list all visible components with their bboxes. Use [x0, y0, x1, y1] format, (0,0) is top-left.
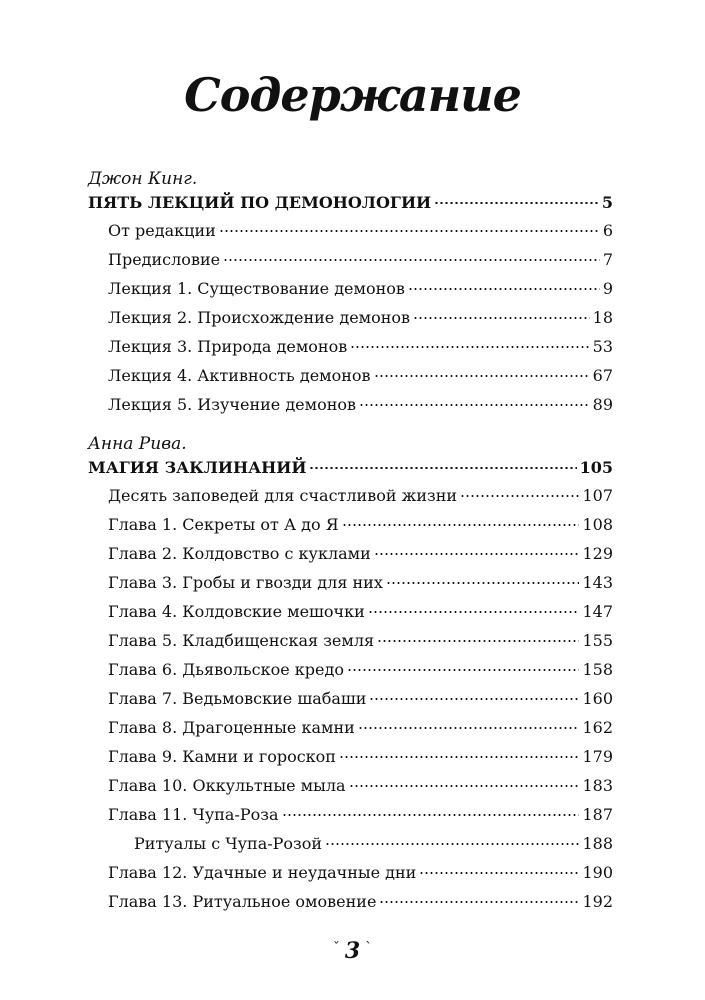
toc-page-number: 179	[582, 747, 613, 766]
folio-ornament-right: ˋ	[365, 940, 373, 956]
dot-leader	[347, 669, 580, 671]
dot-leader	[223, 259, 600, 261]
folio-ornament-left: ˇ	[332, 940, 340, 956]
toc-entry[interactable]	[108, 858, 613, 887]
dot-leader	[434, 202, 599, 204]
toc-entry[interactable]	[108, 390, 613, 419]
dot-leader	[374, 553, 580, 555]
toc-entry-title: Глава 8. Драгоценные камни	[108, 718, 355, 737]
toc-page-number: 9	[602, 279, 613, 298]
toc-page-number: 105	[579, 458, 613, 477]
toc-entry[interactable]	[108, 361, 613, 390]
toc-page-number: 192	[582, 892, 613, 911]
dot-leader	[350, 346, 589, 348]
toc-entries	[88, 216, 613, 419]
dot-leader	[413, 317, 590, 319]
dot-leader	[349, 785, 580, 787]
dot-leader	[374, 375, 590, 377]
dot-leader	[386, 582, 580, 584]
toc-page-number: 183	[582, 776, 613, 795]
toc-entry[interactable]	[108, 742, 613, 771]
toc-entry-title: Лекция 1. Существование демонов	[108, 279, 405, 298]
dot-leader	[219, 230, 600, 232]
toc-entry[interactable]	[108, 655, 613, 684]
toc-entry-title: Лекция 2. Происхождение демонов	[108, 308, 411, 327]
page-number-value: 3	[344, 938, 361, 964]
toc-page-number: 89	[592, 395, 613, 414]
toc-entry-title: Глава 13. Ритуальное омовение	[108, 892, 377, 911]
table-of-contents	[88, 168, 613, 916]
toc-section-title: ПЯТЬ ЛЕКЦИЙ ПО ДЕМОНОЛОГИИ	[88, 193, 432, 212]
toc-entry-title: Ритуалы с Чупа-Розой	[134, 834, 323, 853]
dot-leader	[369, 698, 579, 700]
toc-entry[interactable]	[108, 303, 613, 332]
author-name: Джон Кинг.	[88, 169, 198, 189]
toc-page-number: 107	[582, 486, 613, 505]
toc-entry[interactable]	[108, 216, 613, 245]
toc-entry-title: Глава 10. Оккультные мыла	[108, 776, 346, 795]
toc-entry[interactable]	[108, 332, 613, 361]
dot-leader	[379, 901, 579, 903]
toc-entry-title: Глава 2. Колдовство с куклами	[108, 544, 371, 563]
dot-leader	[419, 872, 579, 874]
toc-page-number: 143	[582, 573, 613, 592]
toc-entry-title: Глава 11. Чупа-Роза	[108, 805, 279, 824]
dot-leader	[377, 640, 579, 642]
dot-leader	[325, 843, 579, 845]
toc-page-number: 129	[582, 544, 613, 563]
dot-leader	[359, 404, 590, 406]
toc-page-number: 160	[582, 689, 613, 708]
toc-page-number: 187	[582, 805, 613, 824]
toc-entry-title: Глава 9. Камни и гороскоп	[108, 747, 336, 766]
toc-entry[interactable]	[134, 829, 613, 858]
toc-entry-title: Глава 5. Кладбищенская земля	[108, 631, 375, 650]
dot-leader	[358, 727, 580, 729]
author-name: Анна Рива.	[88, 434, 187, 454]
toc-entry-title: Лекция 4. Активность демонов	[108, 366, 371, 385]
toc-entry-title: От редакции	[108, 221, 216, 240]
page-title: Содержание	[184, 68, 521, 122]
toc-page-number: 162	[582, 718, 613, 737]
toc-entry[interactable]	[108, 771, 613, 800]
toc-entry-title: Глава 1. Секреты от А до Я	[108, 515, 339, 534]
toc-page-number: 188	[582, 834, 613, 853]
toc-entry[interactable]	[108, 245, 613, 274]
toc-section[interactable]	[88, 190, 613, 216]
toc-entry[interactable]	[108, 626, 613, 655]
toc-page-number: 18	[592, 308, 613, 327]
toc-entry[interactable]	[108, 800, 613, 829]
toc-section-title: МАГИЯ ЗАКЛИНАНИЙ	[88, 458, 307, 477]
toc-page-number: 155	[582, 631, 613, 650]
toc-page-number: 7	[602, 250, 613, 269]
toc-entry-title: Глава 7. Ведьмовские шабаши	[108, 689, 367, 708]
toc-entry-title: Глава 6. Дьявольское кредо	[108, 660, 344, 679]
dot-leader	[339, 756, 579, 758]
toc-page-number: 158	[582, 660, 613, 679]
toc-entry[interactable]	[108, 274, 613, 303]
toc-page-number: 190	[582, 863, 613, 882]
dot-leader	[282, 814, 580, 816]
dot-leader	[342, 524, 580, 526]
toc-section[interactable]	[88, 455, 613, 481]
toc-page-number: 53	[592, 337, 613, 356]
dot-leader	[408, 288, 600, 290]
toc-entry[interactable]	[108, 713, 613, 742]
toc-entry[interactable]	[108, 481, 613, 510]
toc-entry-title: Предисловие	[108, 250, 221, 269]
toc-page-number: 67	[592, 366, 613, 385]
toc-entry-title: Лекция 3. Природа демонов	[108, 337, 348, 356]
toc-entry[interactable]	[108, 510, 613, 539]
toc-entries	[88, 481, 613, 916]
toc-entry[interactable]	[108, 684, 613, 713]
toc-entry[interactable]	[108, 539, 613, 568]
toc-entry-title: Десять заповедей для счастливой жизни	[108, 486, 458, 505]
toc-page-number: 6	[602, 221, 613, 240]
toc-entry[interactable]	[108, 568, 613, 597]
toc-entry-title: Глава 4. Колдовские мешочки	[108, 602, 365, 621]
toc-entry-title: Глава 12. Удачные и неудачные дни	[108, 863, 417, 882]
toc-page-number: 147	[582, 602, 613, 621]
toc-page-number: 5	[601, 193, 613, 212]
toc-entry[interactable]	[108, 597, 613, 626]
toc-page-number: 108	[582, 515, 613, 534]
toc-entry[interactable]	[108, 887, 613, 916]
dot-leader	[460, 495, 579, 497]
toc-entry-title: Лекция 5. Изучение демонов	[108, 395, 357, 414]
toc-entry-title: Глава 3. Гробы и гвозди для них	[108, 573, 383, 592]
dot-leader	[368, 611, 580, 613]
dot-leader	[309, 467, 576, 469]
page-number	[0, 938, 705, 964]
